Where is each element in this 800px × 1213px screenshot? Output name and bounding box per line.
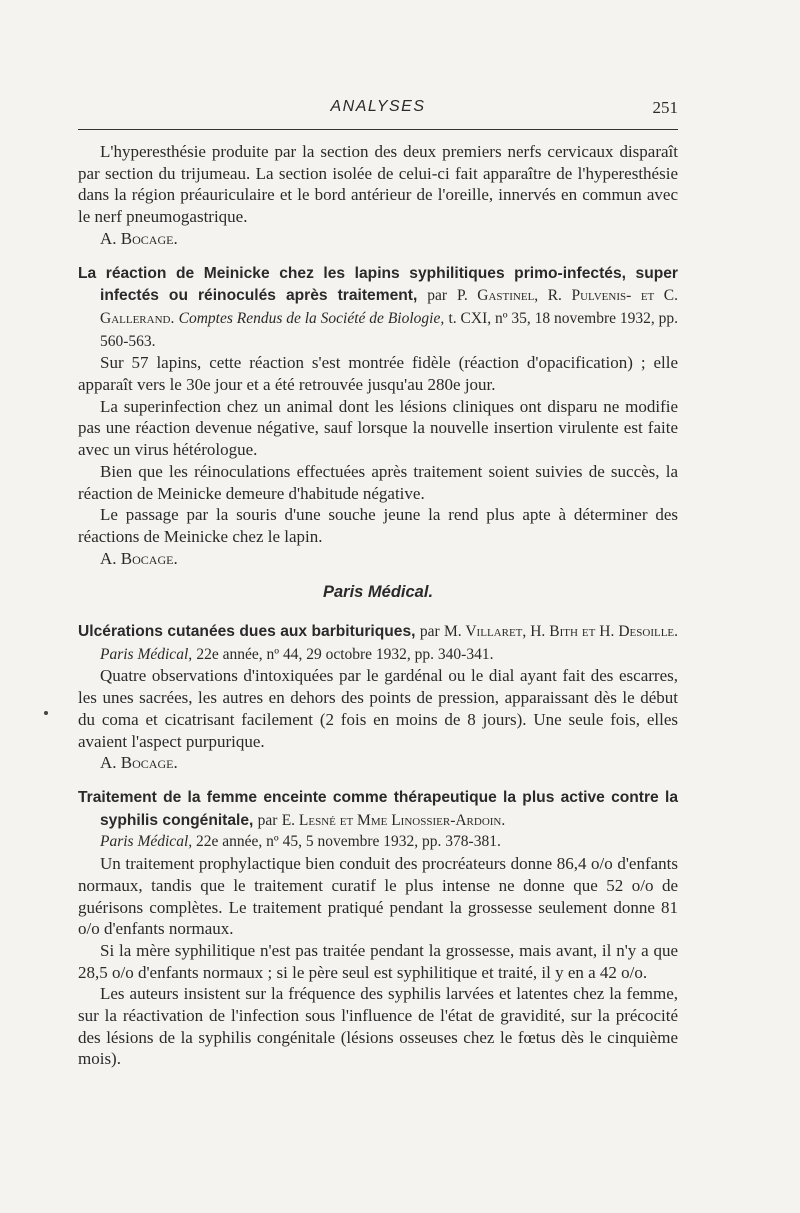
article-1-by: par	[427, 287, 448, 305]
article-1-title: La réaction de Meinicke chez les lapins syphilitiques primo-infectés, super infectés ou réinoculés après traitement,	[78, 264, 678, 305]
article-3-journal: Paris Médical,	[100, 833, 193, 851]
article-2-authors: M. Villaret, H. Bith et H. Desoille.	[444, 623, 679, 641]
margin-mark	[44, 711, 48, 715]
article-2-by: par	[419, 623, 440, 641]
article-2-journal: Paris Médical,	[100, 645, 193, 663]
article-1-authors: P. Gastinel, R. Pulvenis- et C. Gallerand.	[100, 287, 679, 327]
page-number: 251	[652, 98, 678, 117]
article-2-title: Ulcérations cutanées dues aux barbituriques,	[78, 623, 416, 641]
page-header	[78, 98, 678, 128]
article-3-paragraph-1: Un traitement prophylactique bien conduit des procréateurs donne 86,4 o/o d'enfants normaux, tandis que le traitement curatif le plus intense ne donne que 52 o/o de guérisons complètes. Le traitement pratiqué pendant la grossesse seulement donne 81 o/o d'enfants normaux.	[78, 854, 678, 939]
article-3-authors: E. Lesné et Mme Linossier-Ardoin.	[281, 811, 506, 829]
article-1-paragraph-1: Sur 57 lapins, cette réaction s'est montrée fidèle (réaction d'opacification) ; elle apparaît vers le 30e jour et a été retrouvée jusqu'au 280e jour.	[78, 353, 678, 395]
article-1-paragraph-2: La superinfection chez un animal dont les lésions cliniques ont disparu ne modifie pas une réaction devenue négative, sauf lorsque la nouvelle insertion virulente est faite avec un virus hétérologue.	[78, 396, 678, 460]
article-1-reference: t. CXI, nº 35, 18 novembre 1932, pp. 560-563.	[100, 309, 679, 350]
article-3-reference: 22e année, nº 45, 5 novembre 1932, pp. 378-381.	[196, 833, 501, 851]
article-1-signature: A. Bocage.	[100, 548, 178, 568]
article-2-reference: 22e année, nº 44, 29 octobre 1932, pp. 340-341.	[196, 645, 494, 663]
article-3-title-block	[78, 786, 678, 853]
article-3-citation-line	[100, 831, 678, 853]
article-1-paragraph-3: Bien que les réinoculations effectuées après traitement soient suivies de succès, la réaction de Meinicke demeure d'habitude négative.	[78, 461, 678, 503]
article-3-paragraph-2: Si la mère syphilitique n'est pas traitée pendant la grossesse, mais avant, il n'y a que 28,5 o/o d'enfants normaux ; si le père seul est syphilitique et traité, il y en a 42 o/o.	[78, 940, 678, 982]
article-3-title: Traitement de la femme enceinte comme thérapeutique la plus active contre la syphilis congénitale,	[78, 788, 678, 829]
header-rule	[78, 129, 678, 130]
article-2-paragraph-1: Quatre observations d'intoxiquées par le gardénal ou le dial ayant fait des escarres, les unes sacrées, les autres en dehors des points de pression, apparaissant dès le début du coma et cicatrisant facilement (2 fois en moins de 8 jours). Une seule fois, elles avaient l'aspect purpurique.	[78, 666, 678, 751]
article-1-journal: Comptes Rendus de la Société de Biologie,	[178, 309, 445, 327]
page-content	[78, 141, 678, 1070]
article-3-by: par	[257, 811, 278, 829]
continuation-paragraph: L'hyperesthésie produite par la section des deux premiers nerfs cervicaux disparaît par section du trijumeau. La section isolée de celui-ci fait apparaître de l'hyperesthésie dans la région préauriculaire et le bord antérieur de l'oreille, innervés en commun avec le nerf pneumogastrique.	[78, 142, 678, 227]
article-2-title-block	[78, 620, 678, 665]
article-1-title-block	[78, 262, 678, 353]
article-2-signature: A. Bocage.	[100, 753, 178, 773]
section-heading-paris-medical: Paris Médical.	[322, 583, 434, 602]
article-1-paragraph-4: Le passage par la souris d'une souche jeune la rend plus apte à déterminer des réactions de Meinicke chez le lapin.	[78, 505, 678, 546]
article-3-paragraph-3: Les auteurs insistent sur la fréquence des syphilis larvées et latentes chez la femme, sur la réactivation de l'infection sous l'influence de l'état de gravidité, sur la précocité des lésions de la syphilis congénitale (lésions osseuses chez le fœtus dès le cinquième mois).	[78, 984, 678, 1069]
running-title: ANALYSES	[330, 98, 426, 115]
continuation-signature: A. Bocage.	[100, 228, 178, 248]
